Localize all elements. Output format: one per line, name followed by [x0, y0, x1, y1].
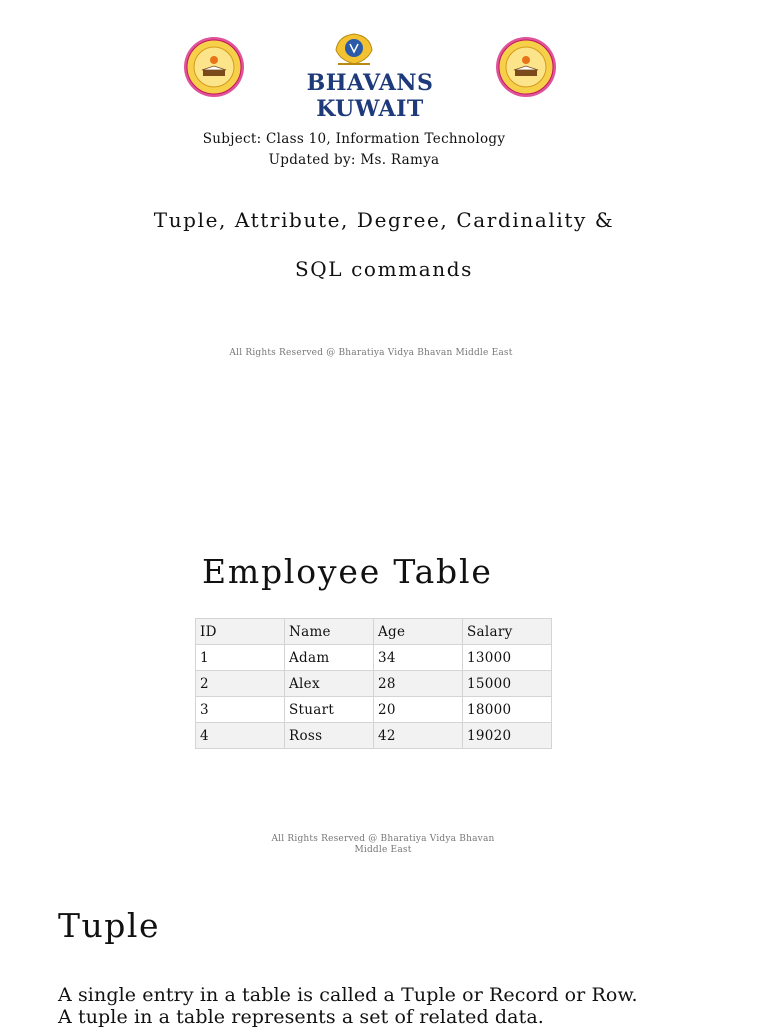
- column-header-name: Name: [285, 619, 374, 645]
- table-cell: 42: [374, 723, 463, 749]
- table-cell: 18000: [463, 697, 552, 723]
- rights-notice: All Rights Reserved @ Bharatiya Vidya Bhavan Middle East: [229, 348, 513, 358]
- table-cell: 28: [374, 671, 463, 697]
- table-row: [196, 697, 552, 723]
- table-row: [196, 723, 552, 749]
- table-cell: 19020: [463, 723, 552, 749]
- table-cell: 20: [374, 697, 463, 723]
- table-cell: Ross: [285, 723, 374, 749]
- table-cell: 1: [196, 645, 285, 671]
- page-title-line-2: SQL commands: [295, 257, 473, 281]
- table-cell: 15000: [463, 671, 552, 697]
- tuple-definition-line-1: A single entry in a table is called a Tuple or Record or Row.: [58, 984, 638, 1006]
- column-header-id: ID: [196, 619, 285, 645]
- table-header-row: [196, 619, 552, 645]
- bhavans-crest-icon: [332, 30, 376, 70]
- column-header-salary: Salary: [463, 619, 552, 645]
- table-cell: 3: [196, 697, 285, 723]
- brand-name: BHAVANS KUWAIT: [306, 70, 434, 122]
- tuple-definition-line-2: A tuple in a table represents a set of related data.: [58, 1006, 544, 1028]
- school-seal-left-icon: [183, 36, 245, 98]
- table-row: [196, 671, 552, 697]
- tuple-heading: Tuple: [58, 906, 160, 945]
- updated-by-line: Updated by: Ms. Ramya: [268, 152, 440, 168]
- column-header-age: Age: [374, 619, 463, 645]
- subject-line: Subject: Class 10, Information Technology: [202, 131, 506, 147]
- table-row: [196, 645, 552, 671]
- page-title-line-1: Tuple, Attribute, Degree, Cardinality &: [153, 208, 615, 232]
- table-cell: Adam: [285, 645, 374, 671]
- employee-table-heading: Employee Table: [202, 552, 493, 591]
- table-cell: 2: [196, 671, 285, 697]
- rights-notice-line-1: All Rights Reserved @ Bharatiya Vidya Bhavan: [271, 834, 495, 844]
- rights-notice-line-2: Middle East: [354, 845, 412, 855]
- table-cell: Alex: [285, 671, 374, 697]
- table-cell: 13000: [463, 645, 552, 671]
- table-cell: 4: [196, 723, 285, 749]
- employee-table: [195, 618, 552, 749]
- table-cell: Stuart: [285, 697, 374, 723]
- table-cell: 34: [374, 645, 463, 671]
- school-seal-right-icon: [495, 36, 557, 98]
